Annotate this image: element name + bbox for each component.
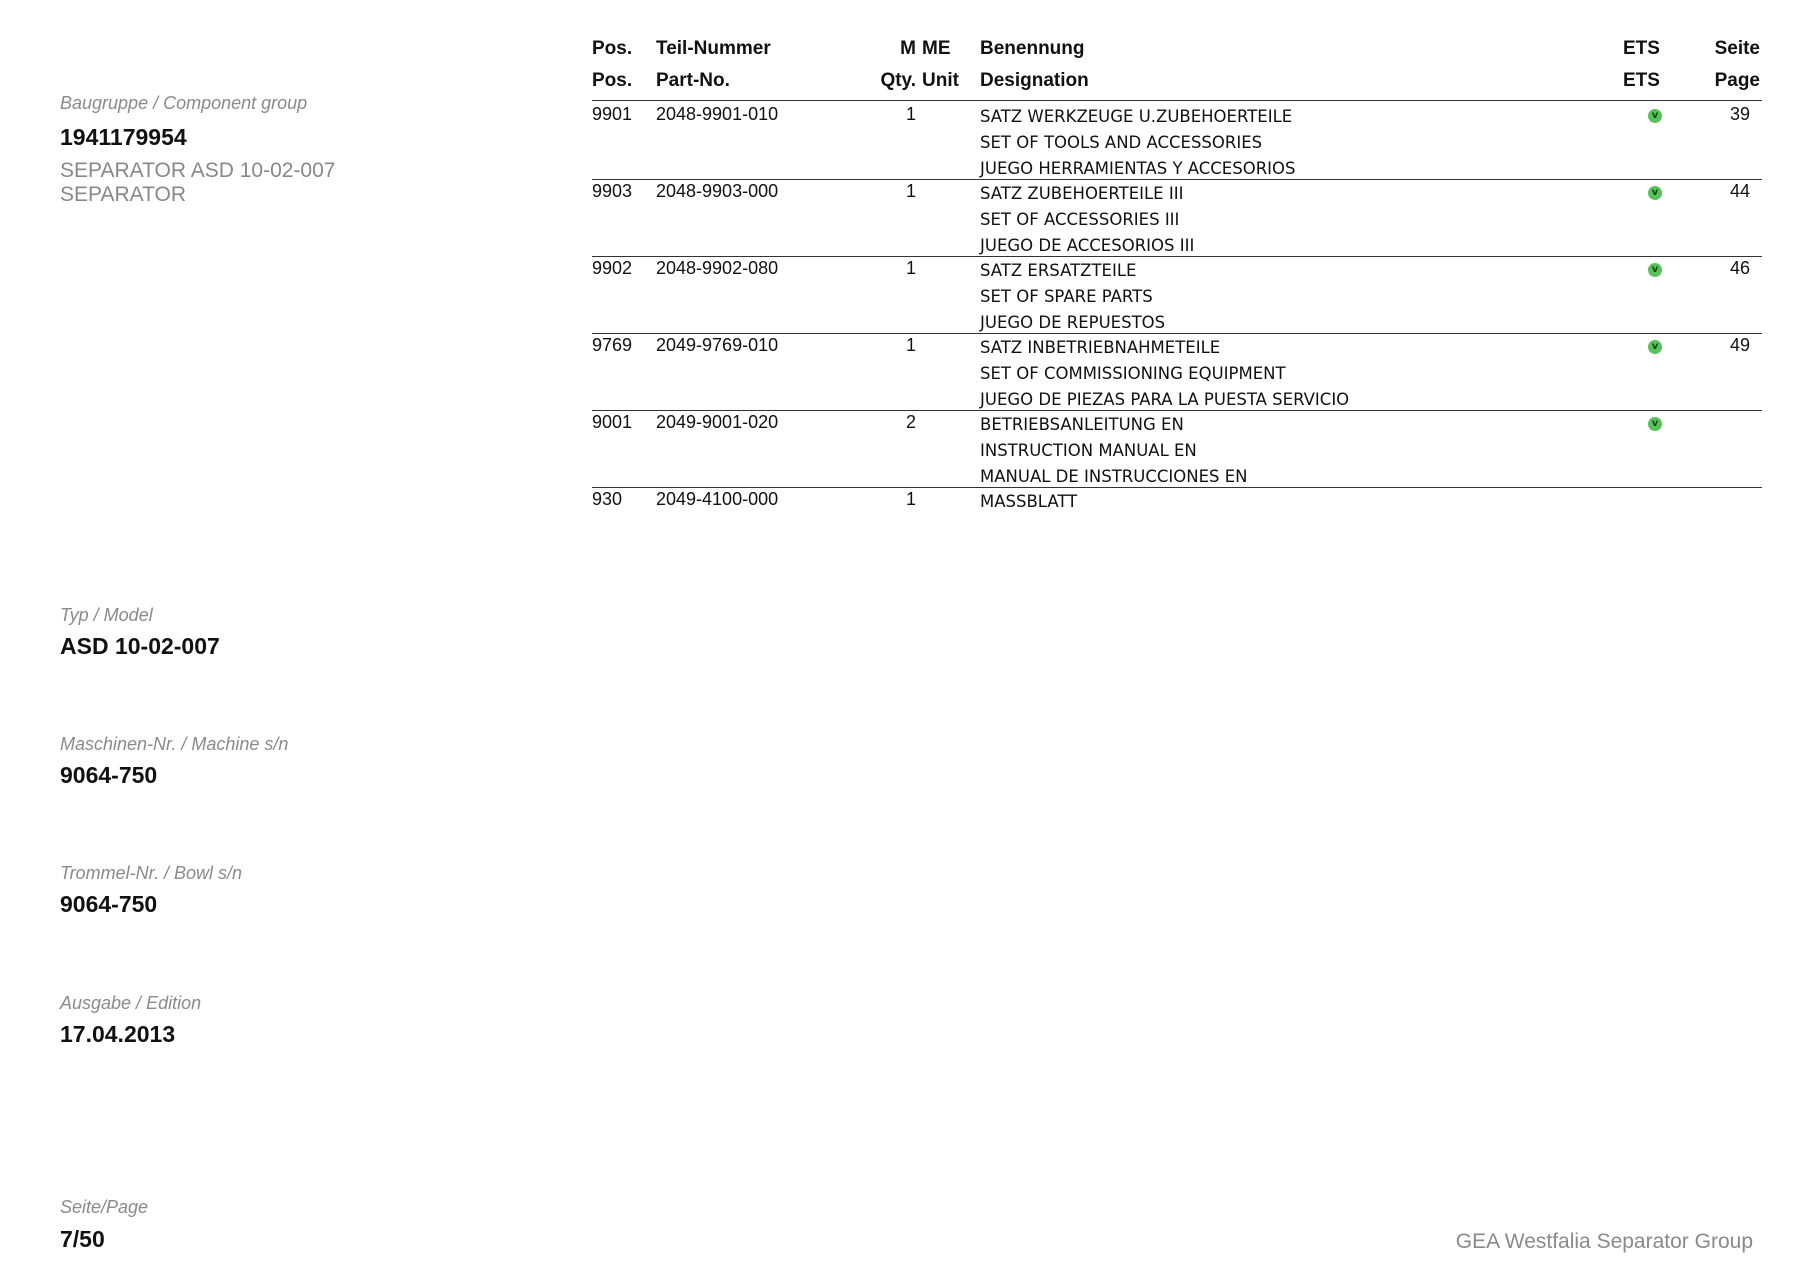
component-group-label: Baugruppe / Component group: [60, 93, 308, 113]
header-ets-de: ETS: [1623, 38, 1660, 59]
header-desc-de: Benennung: [980, 38, 1085, 59]
part-number-cell: 2049-9001-020: [656, 412, 779, 432]
page-ref-cell[interactable]: 39: [1729, 104, 1750, 124]
part-number-cell: 2048-9902-080: [656, 258, 779, 278]
pos-cell: 9902: [592, 258, 633, 278]
table-row[interactable]: [592, 102, 1762, 180]
table-row[interactable]: [592, 333, 1762, 411]
pos-cell: 9903: [592, 181, 633, 201]
table-row[interactable]: [592, 487, 1762, 517]
pos-cell: 9769: [592, 335, 633, 355]
designation-en: SET OF COMMISSIONING EQUIPMENT: [980, 364, 1286, 383]
part-number-cell: 2049-4100-000: [656, 489, 779, 509]
qty-cell: 2: [905, 412, 916, 432]
company-brand: GEA Westfalia Separator Group: [1455, 1230, 1753, 1253]
edition-label: Ausgabe / Edition: [60, 993, 202, 1013]
header-pos-en: Pos.: [592, 70, 633, 91]
edition-value: 17.04.2013: [60, 1021, 176, 1047]
designation-de: SATZ INBETRIEBNAHMETEILE: [980, 338, 1221, 357]
part-number-cell: 2048-9903-000: [656, 181, 779, 201]
part-number-cell: 2049-9769-010: [656, 335, 779, 355]
component-name-line-1: SEPARATOR ASD 10-02-007: [60, 159, 336, 182]
designation-de: SATZ WERKZEUGE U.ZUBEHOERTEILE: [980, 107, 1293, 126]
designation-en: SET OF SPARE PARTS: [980, 287, 1153, 306]
header-divider: [592, 100, 1762, 101]
designation-cell: [980, 258, 1165, 336]
designation-cell: [980, 181, 1194, 259]
model-value: ASD 10-02-007: [60, 633, 220, 659]
designation-de: MASSBLATT: [980, 492, 1078, 511]
page-label: Seite/Page: [60, 1197, 149, 1217]
header-desc-en: Designation: [980, 70, 1089, 91]
qty-cell: 1: [905, 335, 916, 355]
designation-cell: [980, 412, 1248, 490]
designation-cell: [980, 104, 1295, 182]
page-number: 7/50: [60, 1226, 105, 1252]
designation-es: JUEGO DE ACCESORIOS III: [980, 236, 1195, 255]
designation-en: SET OF TOOLS AND ACCESSORIES: [980, 133, 1263, 152]
qty-cell: 1: [905, 181, 916, 201]
pos-cell: 930: [592, 489, 623, 509]
table-row[interactable]: [592, 179, 1762, 257]
ets-check-icon: v: [1648, 263, 1662, 277]
model-label: Typ / Model: [60, 605, 153, 625]
page-ref-cell[interactable]: 46: [1729, 258, 1750, 278]
header-ets-en: ETS: [1623, 70, 1660, 91]
designation-es: MANUAL DE INSTRUCCIONES EN: [980, 467, 1248, 486]
page-ref-cell[interactable]: 44: [1729, 181, 1750, 201]
header-unit-de: ME: [922, 38, 951, 59]
machine-sn-value: 9064-750: [60, 762, 158, 788]
designation-en: INSTRUCTION MANUAL EN: [980, 441, 1197, 460]
parts-table: [592, 0, 1762, 560]
machine-sn-label: Maschinen-Nr. / Machine s/n: [60, 734, 289, 754]
designation-de: SATZ ERSATZTEILE: [980, 261, 1137, 280]
component-name-line-2: SEPARATOR: [60, 183, 187, 206]
bowl-sn-label: Trommel-Nr. / Bowl s/n: [60, 863, 243, 883]
header-unit-en: Unit: [922, 70, 959, 91]
ets-check-icon: v: [1648, 186, 1662, 200]
header-page-de: Seite: [1714, 38, 1760, 59]
qty-cell: 1: [905, 258, 916, 278]
table-row[interactable]: [592, 256, 1762, 334]
header-pos-de: Pos.: [592, 38, 633, 59]
ets-check-icon: v: [1648, 109, 1662, 123]
bowl-sn-value: 9064-750: [60, 891, 158, 917]
ets-check-icon: v: [1648, 340, 1662, 354]
designation-es: JUEGO HERRAMIENTAS Y ACCESORIOS: [980, 159, 1296, 178]
header-part-en: Part-No.: [656, 70, 730, 91]
designation-es: JUEGO DE PIEZAS PARA LA PUESTA SERVICIO: [980, 390, 1350, 409]
designation-es: JUEGO DE REPUESTOS: [980, 313, 1166, 332]
page-ref-cell[interactable]: 49: [1729, 335, 1750, 355]
designation-en: SET OF ACCESSORIES III: [980, 210, 1180, 229]
designation-cell: [980, 335, 1349, 413]
pos-cell: 9001: [592, 412, 633, 432]
header-qty-en: Qty.: [880, 70, 916, 91]
designation-de: SATZ ZUBEHOERTEILE III: [980, 184, 1184, 203]
component-group-number: 1941179954: [60, 124, 187, 150]
pos-cell: 9901: [592, 104, 633, 124]
header-part-de: Teil-Nummer: [656, 38, 771, 59]
designation-de: BETRIEBSANLEITUNG EN: [980, 415, 1184, 434]
header-page-en: Page: [1714, 70, 1760, 91]
qty-cell: 1: [905, 489, 916, 509]
qty-cell: 1: [905, 104, 916, 124]
part-number-cell: 2048-9901-010: [656, 104, 779, 124]
ets-check-icon: v: [1648, 417, 1662, 431]
header-qty-de: M: [900, 38, 916, 59]
designation-cell: [980, 489, 1077, 515]
info-panel: [60, 0, 500, 1283]
table-row[interactable]: [592, 410, 1762, 488]
